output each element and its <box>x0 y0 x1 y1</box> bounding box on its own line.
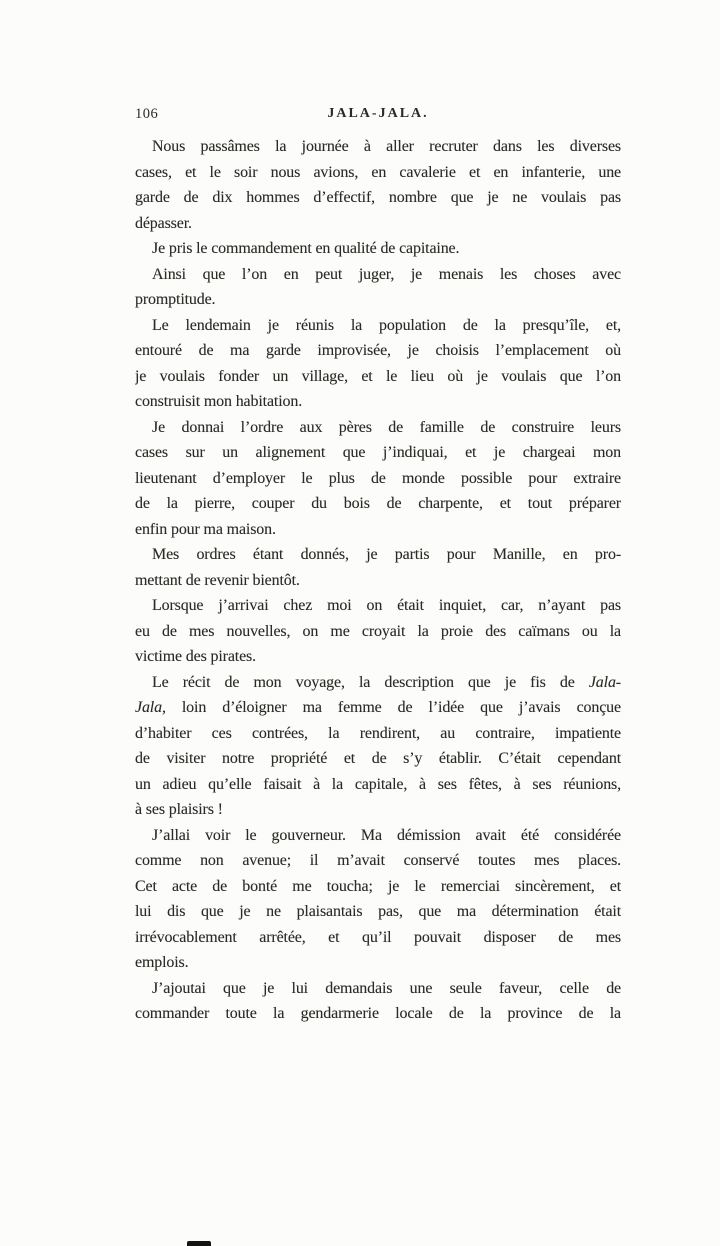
text-segment: cases, et le soir nous avions, en cavalerie et en infanterie, une <box>135 163 621 181</box>
text-line <box>135 899 621 925</box>
text-line <box>135 185 621 211</box>
running-title: JALA-JALA. <box>327 106 429 121</box>
text-line <box>135 313 621 339</box>
text-segment: promptitude. <box>135 291 216 308</box>
text-segment: dépasser. <box>135 214 192 232</box>
text-line <box>135 364 621 390</box>
text-segment: garde de dix hommes d’effectif, nombre que je ne voulais pas <box>135 189 621 206</box>
text-segment: de visiter notre propriété et de s’y établir. C’était cependant <box>135 750 621 767</box>
page-number: 106 <box>135 106 159 122</box>
paragraph <box>135 593 621 670</box>
text-segment: J’allai voir le gouverneur. Ma démission avait été considérée <box>152 826 621 844</box>
text-line <box>135 950 621 976</box>
text-segment: à ses plaisirs ! <box>135 801 223 818</box>
book-page-text-block <box>135 104 621 1027</box>
text-line <box>135 287 621 313</box>
text-line <box>135 848 621 874</box>
text-line <box>135 134 621 160</box>
text-line <box>135 797 621 823</box>
page-body <box>135 134 621 1027</box>
paragraph <box>135 542 621 593</box>
text-line <box>135 466 621 492</box>
text-segment: Je donnai l’ordre aux pères de famille de construire leurs <box>152 418 621 436</box>
text-segment: commander toute la gendarmerie locale de la province de la <box>135 1005 621 1022</box>
text-line <box>135 517 621 543</box>
text-segment: enfin pour ma maison. <box>135 520 276 538</box>
text-segment: Nous passâmes la journée à aller recruter dans les diverses <box>152 138 621 155</box>
text-segment: construisit mon habitation. <box>135 393 303 410</box>
text-line <box>135 925 621 951</box>
paragraph <box>135 134 621 236</box>
text-line <box>135 644 621 670</box>
paragraph <box>135 823 621 976</box>
paragraph <box>135 976 621 1027</box>
paragraph <box>135 415 621 543</box>
text-segment: , loin d’éloigner ma femme de l’idée que j’avais conçue <box>161 699 621 716</box>
text-segment: eu de mes nouvelles, on me croyait la proie des caïmans ou la <box>135 622 621 640</box>
text-line <box>135 746 621 772</box>
text-segment: comme non avenue; il m’avait conservé toutes mes places. <box>135 852 621 869</box>
text-segment: Le lendemain je réunis la population de la presqu’île, et, <box>152 316 621 334</box>
paragraph <box>135 236 621 262</box>
text-line <box>135 593 621 619</box>
italic-text-segment: Jala <box>135 699 162 716</box>
text-segment: lui dis que je ne plaisantais pas, que ma détermination était <box>135 903 621 920</box>
scan-ink-artifact <box>187 1241 211 1246</box>
text-line <box>135 389 621 415</box>
text-line <box>135 415 621 441</box>
text-line <box>135 542 621 568</box>
text-line <box>135 823 621 849</box>
paragraph <box>135 670 621 823</box>
text-line <box>135 491 621 517</box>
text-line <box>135 976 621 1002</box>
text-segment: Mes ordres étant donnés, je partis pour Manille, en pro- <box>152 546 621 563</box>
text-line <box>135 670 621 696</box>
text-line <box>135 440 621 466</box>
text-segment: J’ajoutai que je lui demandais une seule faveur, celle de <box>152 979 621 997</box>
text-line <box>135 338 621 364</box>
paragraph <box>135 262 621 313</box>
text-segment: irrévocablement arrêtée, et qu’il pouvait disposer de mes <box>135 928 621 946</box>
text-segment: d’habiter ces contrées, la rendirent, au contraire, impatiente <box>135 724 621 742</box>
text-segment: je voulais fonder un village, et le lieu où je voulais que l’on <box>135 367 621 385</box>
page-header <box>135 104 621 124</box>
text-line <box>135 695 621 721</box>
text-line <box>135 874 621 900</box>
text-segment: emplois. <box>135 954 189 971</box>
text-segment: de la pierre, couper du bois de charpente, et tout préparer <box>135 495 621 512</box>
text-segment: entouré de ma garde improvisée, je choisis l’emplacement où <box>135 342 621 359</box>
text-line <box>135 619 621 645</box>
text-line <box>135 236 621 262</box>
text-line <box>135 1001 621 1027</box>
text-segment: Je pris le commandement en qualité de capitaine. <box>152 240 460 257</box>
text-segment: Lorsque j’arrivai chez moi on était inquiet, car, n’ayant pas <box>152 597 621 614</box>
text-segment: cases sur un alignement que j’indiquai, et je chargeai mon <box>135 444 621 461</box>
text-segment: lieutenant d’employer le plus de monde possible pour extraire <box>135 469 621 487</box>
text-line <box>135 568 621 594</box>
text-segment: Cet acte de bonté me toucha; je le remerciai sincèrement, et <box>135 877 621 895</box>
text-line <box>135 772 621 798</box>
text-segment: un adieu qu’elle faisait à la capitale, à ses fêtes, à ses réunions, <box>135 775 621 793</box>
text-line <box>135 721 621 747</box>
text-segment: mettant de revenir bientôt. <box>135 571 300 589</box>
italic-text-segment: Jala- <box>588 673 621 691</box>
text-line <box>135 211 621 237</box>
text-segment: Le récit de mon voyage, la description que je fis de <box>152 673 589 691</box>
paragraph <box>135 313 621 415</box>
text-line <box>135 262 621 288</box>
text-segment: victime des pirates. <box>135 648 256 665</box>
text-segment: Ainsi que l’on en peut juger, je menais les choses avec <box>152 265 621 283</box>
text-line <box>135 160 621 186</box>
